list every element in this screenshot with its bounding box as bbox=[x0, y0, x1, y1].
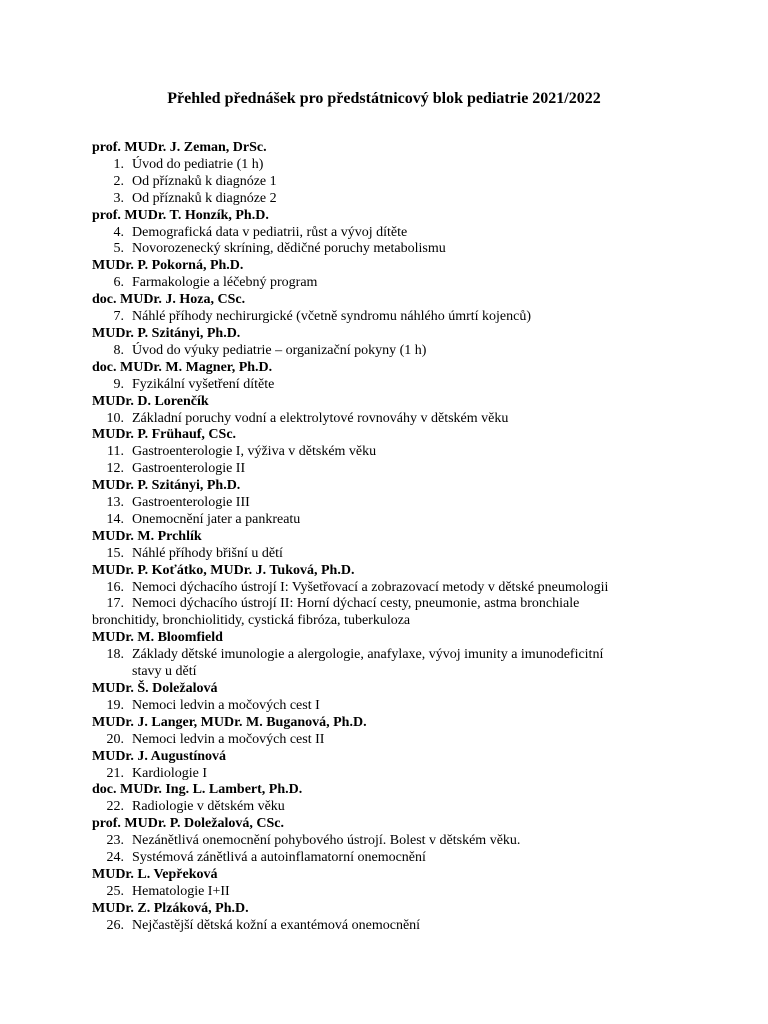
lecturer-name: prof. MUDr. J. Zeman, DrSc. bbox=[92, 140, 267, 155]
lecturer-name: MUDr. L. Vepřeková bbox=[92, 866, 218, 882]
lecturer-name: MUDr. P. Szitányi, Ph.D. bbox=[92, 478, 241, 494]
lecture-number: 22. bbox=[106, 799, 124, 815]
lecturer-name: MUDr. P. Koťátko, MUDr. J. Tuková, Ph.D. bbox=[92, 562, 355, 578]
lecturer-name: MUDr. M. Prchlík bbox=[92, 528, 202, 544]
lecture-number: 2. bbox=[113, 173, 124, 189]
lecture-item bbox=[92, 596, 692, 630]
lecture-item bbox=[92, 698, 692, 715]
lecturer-name: MUDr. Z. Plzáková, Ph.D. bbox=[92, 900, 249, 916]
lecture-title: Náhlé příhody nechirurgické (včetně syndromu náhlého úmrtí kojenců) bbox=[132, 309, 532, 325]
lecture-item bbox=[92, 461, 692, 478]
lecture-title-continuation: stavy u dětí bbox=[132, 664, 197, 680]
lecture-title: Gastroenterologie I, výživa v dětském věku bbox=[132, 444, 377, 460]
lecture-title: Úvod do výuky pediatrie – organizační pokyny (1 h) bbox=[132, 342, 427, 358]
lecture-item bbox=[92, 833, 692, 850]
lecture-number: 5. bbox=[113, 241, 124, 257]
lecture-title: Gastroenterologie II bbox=[132, 461, 246, 477]
lecturer-name: MUDr. J. Augustínová bbox=[92, 748, 227, 764]
lecture-number: 10. bbox=[106, 410, 124, 426]
lecture-number: 4. bbox=[113, 224, 124, 240]
lecture-title: Systémová zánětlivá a autoinflamatorní onemocnění bbox=[132, 850, 426, 866]
lecturer-name: prof. MUDr. P. Doležalová, CSc. bbox=[92, 816, 284, 832]
lecture-number: 3. bbox=[113, 190, 124, 206]
lecture-item bbox=[92, 241, 692, 258]
lecture-number: 25. bbox=[106, 883, 124, 899]
lecture-title: Demografická data v pediatrii, růst a vývoj dítěte bbox=[132, 224, 408, 240]
lecture-title: Od příznaků k diagnóze 1 bbox=[132, 173, 277, 189]
lecture-item bbox=[92, 495, 692, 512]
lecturer-name: MUDr. J. Langer, MUDr. M. Buganová, Ph.D. bbox=[92, 714, 367, 730]
lecture-number: 9. bbox=[113, 376, 124, 392]
lecture-item bbox=[92, 799, 692, 816]
lecture-item bbox=[92, 174, 692, 191]
lecture-number: 24. bbox=[106, 850, 124, 866]
lecture-number: 16. bbox=[106, 579, 124, 595]
lecture-title: Nemoci dýchacího ústrojí I: Vyšetřovací a zobrazovací metody v dětské pneumologii bbox=[132, 579, 609, 595]
lecture-item bbox=[92, 580, 692, 597]
lecture-item bbox=[92, 850, 692, 867]
lecture-title: Fyzikální vyšetření dítěte bbox=[132, 376, 275, 392]
lecturer-name: prof. MUDr. T. Honzík, Ph.D. bbox=[92, 207, 269, 223]
lecture-item bbox=[92, 884, 692, 901]
document-title: Přehled přednášek pro předstátnicový blok pediatrie 2021/2022 bbox=[167, 90, 601, 107]
lecture-title: Nemoci ledvin a močových cest I bbox=[132, 697, 320, 713]
lecture-item bbox=[92, 647, 692, 681]
lecture-number: 8. bbox=[113, 342, 124, 358]
lecture-item bbox=[92, 411, 692, 428]
lecturer-name: MUDr. P. Pokorná, Ph.D. bbox=[92, 258, 244, 274]
lecture-number: 17. bbox=[106, 596, 124, 612]
lecture-number: 26. bbox=[106, 917, 124, 933]
lecture-item bbox=[92, 444, 692, 461]
lecture-item bbox=[92, 191, 692, 208]
lecture-title: Nejčastější dětská kožní a exantémová onemocnění bbox=[132, 917, 421, 933]
lecture-item bbox=[92, 546, 692, 563]
lecture-item bbox=[92, 766, 692, 783]
lecture-number: 18. bbox=[106, 647, 124, 663]
lecture-number: 6. bbox=[113, 275, 124, 291]
lecture-item bbox=[92, 732, 692, 749]
lecture-title: Náhlé příhody břišní u dětí bbox=[132, 545, 283, 561]
lecturer-name: MUDr. Š. Doležalová bbox=[92, 681, 218, 696]
lecturer-name: MUDr. D. Lorenčík bbox=[92, 393, 209, 409]
lecture-number: 21. bbox=[106, 765, 124, 781]
lecture-number: 1. bbox=[113, 156, 124, 172]
lecture-title: Radiologie v dětském věku bbox=[132, 799, 285, 815]
lecture-number: 11. bbox=[107, 444, 124, 460]
lecture-title: Farmakologie a léčebný program bbox=[132, 275, 318, 291]
lecture-title: Nezánětlivá onemocnění pohybového ústrojí. Bolest v dětském věku. bbox=[132, 833, 521, 849]
lecture-title: Onemocnění jater a pankreatu bbox=[132, 511, 301, 527]
lecture-title: Nemoci ledvin a močových cest II bbox=[132, 731, 325, 747]
lecture-number: 12. bbox=[106, 461, 124, 477]
lecture-title: Od příznaků k diagnóze 2 bbox=[132, 190, 277, 206]
lecturer-name: doc. MUDr. J. Hoza, CSc. bbox=[92, 292, 246, 308]
lecturer-name: MUDr. P. Frühauf, CSc. bbox=[92, 427, 237, 443]
lecture-item bbox=[92, 225, 692, 242]
lecture-title: Hematologie I+II bbox=[132, 883, 230, 899]
lecture-list bbox=[92, 140, 692, 935]
lecture-number: 20. bbox=[106, 731, 124, 747]
lecture-number: 13. bbox=[106, 495, 124, 511]
lecture-title: Novorozenecký skríning, dědičné poruchy metabolismu bbox=[132, 241, 446, 257]
lecture-title: Úvod do pediatrie (1 h) bbox=[132, 156, 264, 172]
lecture-item bbox=[92, 157, 692, 174]
lecture-title: Nemoci dýchacího ústrojí II: Horní dýchací cesty, pneumonie, astma bronchiale bbox=[132, 596, 580, 612]
lecture-number: 23. bbox=[106, 833, 124, 849]
lecture-number: 14. bbox=[106, 511, 124, 527]
lecture-title: Kardiologie I bbox=[132, 765, 208, 781]
lecturer-name: MUDr. P. Szitányi, Ph.D. bbox=[92, 325, 241, 341]
lecture-title: Základní poruchy vodní a elektrolytové rovnováhy v dětském věku bbox=[132, 410, 509, 426]
lecture-item bbox=[92, 343, 692, 360]
lecture-item bbox=[92, 918, 692, 935]
lecturer-name: doc. MUDr. M. Magner, Ph.D. bbox=[92, 359, 273, 375]
lecture-item bbox=[92, 512, 692, 529]
lecture-number: 7. bbox=[113, 309, 124, 325]
lecturer-name: MUDr. M. Bloomfield bbox=[92, 630, 223, 646]
lecture-item bbox=[92, 377, 692, 394]
lecturer-name: doc. MUDr. Ing. L. Lambert, Ph.D. bbox=[92, 782, 303, 798]
lecture-number: 19. bbox=[106, 697, 124, 713]
lecture-title: Základy dětské imunologie a alergologie, anafylaxe, vývoj imunity a imunodeficitní bbox=[132, 647, 604, 663]
lecture-title-continuation: bronchitidy, bronchiolitidy, cystická fibróza, tuberkuloza bbox=[92, 613, 411, 629]
lecture-number: 15. bbox=[106, 545, 124, 561]
lecture-title: Gastroenterologie III bbox=[132, 495, 250, 511]
lecture-item bbox=[92, 275, 692, 292]
lecture-item bbox=[92, 309, 692, 326]
